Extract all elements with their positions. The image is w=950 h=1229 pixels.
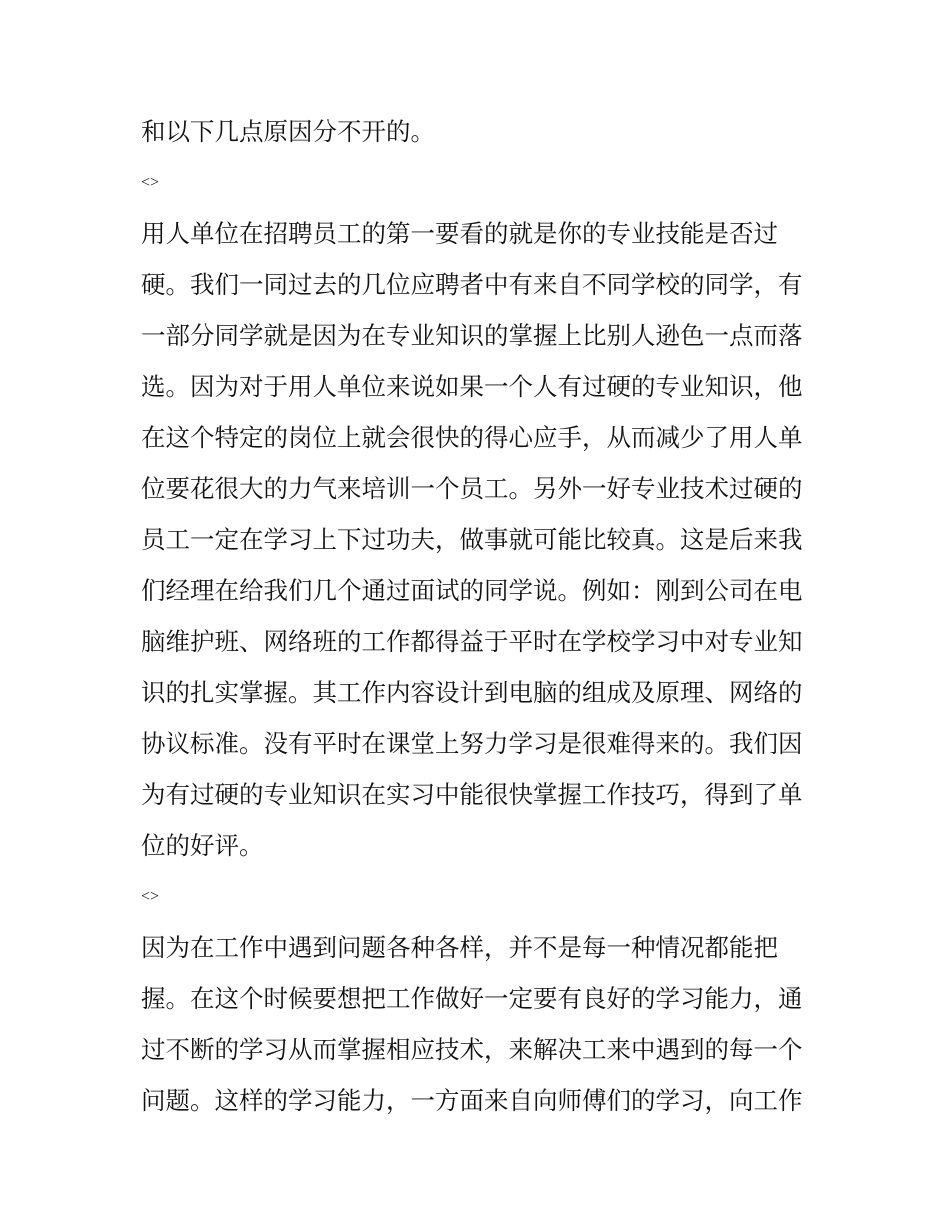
text-line: 过不断的学习从而掌握相应技术，来解决工来中遇到的每一个 <box>141 1035 803 1064</box>
section-marker: <> <box>141 174 160 191</box>
text-line: 员工一定在学习上下过功夫，做事就可能比较真。这是后来我 <box>141 525 803 554</box>
document-body <box>141 106 821 1126</box>
text-line: 选。因为对于用人单位来说如果一个人有过硬的专业知识，他 <box>141 372 803 401</box>
text-line: 脑维护班、网络班的工作都得益于平时在学校学习中对专业知 <box>141 627 803 656</box>
text-line: 位的好评。 <box>141 831 264 860</box>
text-line: 位要花很大的力气来培训一个员工。另外一好专业技术过硬的 <box>141 474 803 503</box>
text-line: 为有过硬的专业知识在实习中能很快掌握工作技巧，得到了单 <box>141 780 803 809</box>
paragraph-professional-skills <box>141 208 821 871</box>
text-line: 一部分同学就是因为在专业知识的掌握上比别人逊色一点而落 <box>141 321 803 350</box>
text-line: 问题。这样的学习能力，一方面来自向师傅们的学习，向工作 <box>141 1086 803 1115</box>
section-marker: <> <box>141 888 160 905</box>
intro-line: 和以下几点原因分不开的。 <box>141 117 435 146</box>
paragraph-learning-ability <box>141 922 821 1126</box>
text-line: 识的扎实掌握。其工作内容设计到电脑的组成及原理、网络的 <box>141 678 803 707</box>
text-line: 用人单位在招聘员工的第一要看的就是你的专业技能是否过 <box>141 219 778 248</box>
text-line: 协议标准。没有平时在课堂上努力学习是很难得来的。我们因 <box>141 729 803 758</box>
text-line: 硬。我们一同过去的几位应聘者中有来自不同学校的同学，有 <box>141 270 803 299</box>
text-line: 在这个特定的岗位上就会很快的得心应手，从而减少了用人单 <box>141 423 803 452</box>
text-line: 握。在这个时候要想把工作做好一定要有良好的学习能力，通 <box>141 984 803 1013</box>
text-line: 们经理在给我们几个通过面试的同学说。例如：刚到公司在电 <box>141 576 803 605</box>
text-line: 因为在工作中遇到问题各种各样，并不是每一种情况都能把 <box>141 933 778 962</box>
